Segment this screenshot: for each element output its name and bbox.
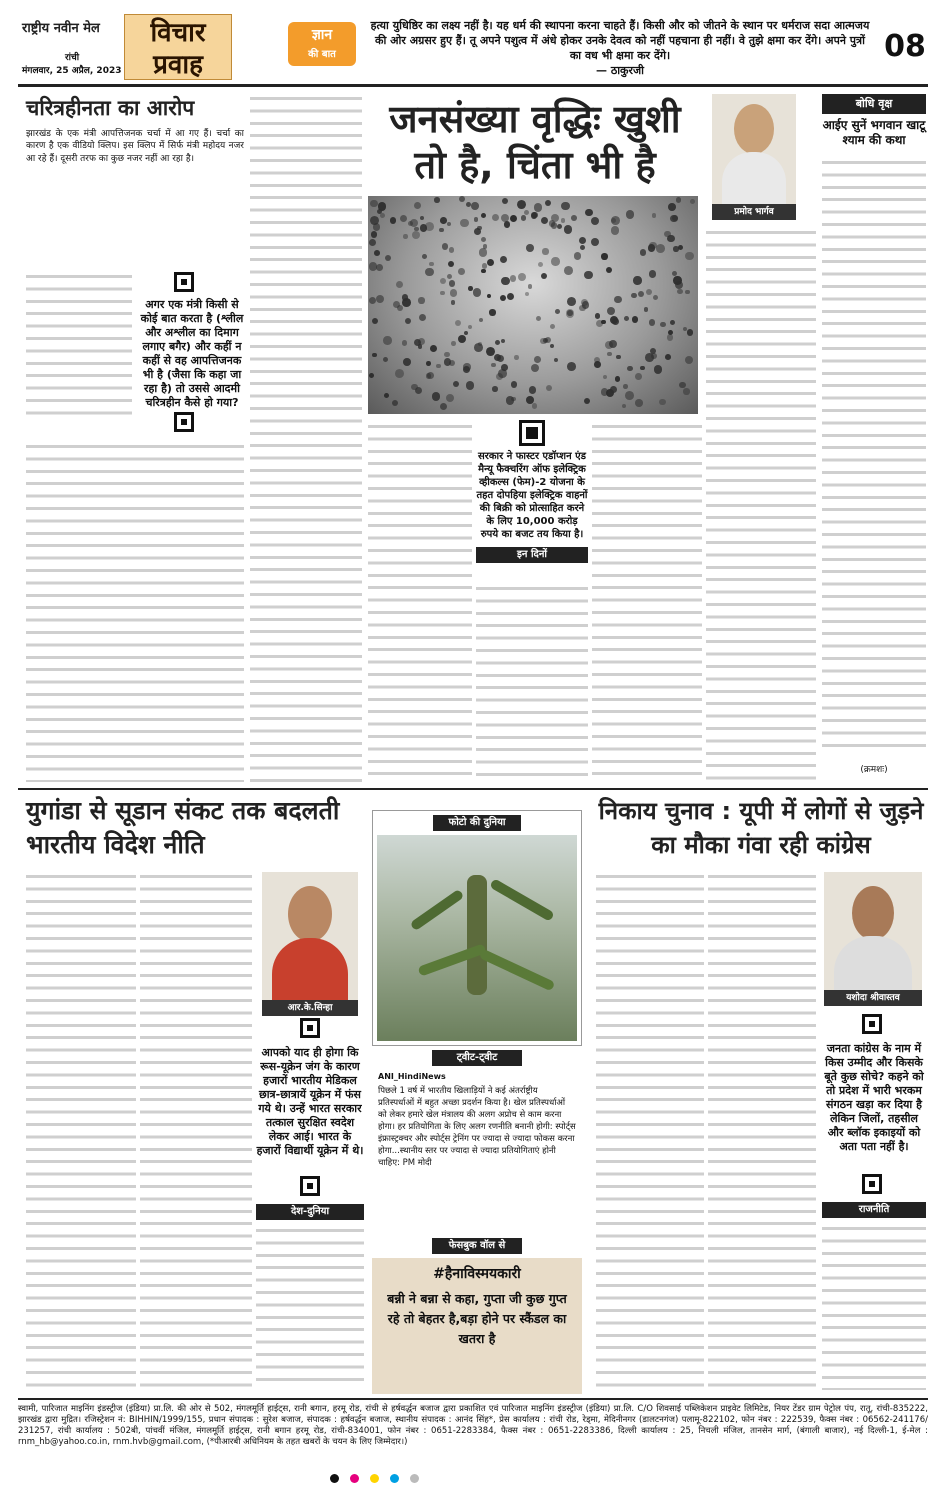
crowd-figure	[525, 292, 529, 296]
crowd-figure	[534, 203, 543, 212]
qr-code-icon	[862, 1174, 882, 1194]
crowd-figure	[504, 221, 511, 228]
crowd-figure	[615, 376, 620, 381]
crowd-figure	[369, 373, 374, 378]
crowd-figure	[468, 286, 473, 291]
crowd-figure	[474, 343, 483, 352]
uganda-article-column	[26, 870, 136, 1390]
crowd-figure	[677, 289, 682, 294]
crowd-figure	[444, 352, 449, 357]
ki-baat-label: की बात	[308, 49, 336, 60]
crowd-figure	[487, 259, 494, 266]
crowd-figure	[459, 196, 465, 202]
uganda-article-heading: युगांडा से सूडान संकट तक बदलती भारतीय विदेश नीति	[26, 796, 340, 859]
crowd-figure	[551, 222, 558, 229]
desh-dunia-tag: देश-दुनिया	[256, 1204, 364, 1220]
crowd-figure	[626, 210, 635, 219]
color-registration-dots	[330, 1468, 610, 1480]
crowd-figure	[474, 217, 479, 222]
crowd-figure	[466, 381, 475, 390]
crowd-figure	[414, 227, 418, 231]
crowd-figure	[685, 252, 694, 261]
section-title-line1: विचार	[150, 18, 206, 48]
crowd-figure	[571, 215, 577, 221]
facebook-wall-tag: फेसबुक वॉल से	[432, 1238, 522, 1254]
crowd-figure	[550, 324, 555, 329]
crowd-figure	[436, 364, 440, 368]
crowd-figure	[455, 320, 461, 326]
crowd-figure	[501, 277, 509, 285]
crowd-figure	[546, 385, 552, 391]
quote-author: — ठाकुरजी	[595, 64, 645, 77]
crowd-figure	[631, 293, 637, 299]
crowd-figure	[551, 214, 559, 222]
crowd-figure	[667, 334, 673, 340]
fb-post-text: बन्नी ने बन्ना से कहा, गुप्ता जी कुछ गुप्त रहे तो बेहतर है,बड़ा होने पर स्कैंडल का खतरा है	[387, 1291, 567, 1346]
rajneeti-tag: राजनीति	[822, 1202, 926, 1218]
crowd-figure	[660, 322, 666, 328]
crowd-figure	[611, 226, 620, 235]
crowd-figure	[649, 270, 657, 278]
crowd-figure	[464, 331, 469, 336]
info-box-text: सरकार ने फास्टर एडॉप्शन एंड मैन्यू फैक्चरिंग ऑफ इलेक्ट्रिक व्हीकल्स (फेम)-2 योजना के तहत दोपहिया इलेक्ट्रिक वाहनों की बिक्री को प्रोत्साहित करने के लिए 10,000 करोड़ रुपये का बजट तय किया है।	[476, 451, 588, 540]
crowd-figure	[481, 237, 486, 242]
crowd-figure	[412, 231, 420, 239]
crowd-figure	[594, 357, 600, 363]
tweet-tag: ट्वीट-ट्वीट	[432, 1050, 522, 1066]
crowd-figure	[524, 210, 529, 215]
photo-ki-duniya-tag: फोटो की दुनिया	[433, 815, 521, 831]
crowd-figure	[376, 295, 384, 303]
crowd-figure	[491, 363, 496, 368]
gyan-ki-baat-badge	[288, 22, 356, 66]
crowd-figure	[463, 366, 470, 373]
crowd-figure	[447, 274, 452, 279]
crowd-figure	[489, 309, 495, 315]
crowd-figure	[369, 239, 376, 246]
nikay-pullquote: जनता कांग्रेस के नाम में किस उम्मीद और किसके बूते कुछ सोचे? कहने को तो प्रदेश में भारी भरकम संगठन खड़ा कर दिया है लेकिन जिलों, तहसील और ब्लॉक इकाइयों को अता पता नहीं है।	[824, 1042, 924, 1153]
crowd-figure	[383, 357, 388, 362]
crowd-figure	[501, 214, 509, 222]
crowd-figure	[440, 278, 446, 284]
crowd-figure	[501, 339, 505, 343]
crowd-figure	[561, 202, 569, 210]
crowd-figure	[623, 384, 628, 389]
crowd-figure	[425, 268, 433, 276]
crowd-figure	[614, 296, 621, 303]
crowd-figure	[521, 215, 526, 220]
editorial-body-column	[26, 270, 132, 420]
crowd-figure	[402, 294, 408, 300]
crowd-figure	[529, 386, 536, 393]
bodhi-vriksh-continued: (क्रमशः)	[860, 765, 888, 775]
uganda-article-column	[256, 1224, 364, 1390]
editorial-column-intro	[26, 128, 244, 268]
crowd-figure	[644, 307, 649, 312]
crowd-figure	[635, 399, 643, 407]
crowd-figure	[403, 234, 407, 238]
crowd-figure	[458, 268, 465, 275]
crowd-figure	[574, 252, 582, 260]
crowd-figure	[526, 244, 534, 252]
crowd-figure	[584, 271, 592, 279]
crowd-figure	[397, 305, 403, 311]
main-article-column	[706, 226, 816, 782]
crowd-figure	[683, 388, 689, 394]
crowd-figure	[405, 318, 411, 324]
crowd-figure	[422, 254, 427, 259]
qr-code-icon	[862, 1014, 882, 1034]
crowd-figure	[605, 341, 613, 349]
crowd-figure	[451, 341, 456, 346]
crowd-figure	[434, 197, 439, 202]
crowd-figure	[444, 358, 451, 365]
crowd-figure	[400, 215, 407, 222]
crowd-figure	[528, 284, 533, 289]
crowd-figure	[371, 231, 377, 237]
crowd-figure	[678, 245, 683, 250]
crowd-figure	[683, 327, 687, 331]
facebook-post-card	[372, 1258, 582, 1394]
in-dino-tag: इन दिनों	[476, 547, 588, 563]
author-caption: आर.के.सिन्हा	[262, 1000, 358, 1016]
crowd-figure	[635, 373, 642, 380]
crowd-figure	[536, 316, 541, 321]
date-label: मंगलवार, 25 अप्रैल, 2023	[22, 66, 122, 76]
crowd-figure	[482, 263, 487, 268]
crowd-figure	[675, 281, 683, 289]
crowd-figure	[487, 294, 491, 298]
crowd-figure	[479, 248, 487, 256]
crowd-figure	[473, 288, 482, 297]
crowd-figure	[550, 344, 554, 348]
crowd-figure	[541, 273, 547, 279]
gyan-label: ज्ञान	[311, 27, 333, 43]
crowd-figure	[584, 398, 590, 404]
crowd-figure	[625, 391, 634, 400]
crowd-figure	[624, 316, 629, 321]
crowd-figure	[667, 235, 674, 242]
crowd-figure	[481, 213, 487, 219]
crowd-figure	[510, 215, 517, 222]
crowd-figure	[426, 361, 431, 366]
crowd-figure	[531, 364, 539, 372]
section-title	[124, 14, 232, 80]
crowd-figure	[580, 245, 585, 250]
crowd-figure	[606, 267, 612, 273]
crowd-figure	[446, 394, 454, 402]
header-rule	[18, 84, 928, 87]
crowd-figure	[492, 214, 499, 221]
city-label: रांची	[64, 53, 80, 63]
nikay-article-heading: निकाय चुनाव : यूपी में लोगों से जुड़ने का मौका गंवा रही कांग्रेस	[598, 797, 924, 859]
crowd-figure	[561, 218, 566, 223]
bodhi-vriksh-title: आईए सुनें भगवान खाटू श्याम की कथा	[822, 118, 926, 147]
editorial-body-column	[250, 92, 362, 782]
registration-dot	[350, 1474, 359, 1483]
crowd-figure	[668, 203, 676, 211]
crowd-figure	[507, 293, 514, 300]
crowd-figure	[425, 222, 434, 231]
main-article-column	[592, 420, 702, 782]
crowd-figure	[440, 403, 447, 410]
crowd-figure	[383, 336, 391, 344]
photo-ki-duniya-box	[372, 810, 582, 1046]
population-crowd-image	[368, 196, 698, 414]
crowd-figure	[601, 253, 607, 259]
crowd-figure	[498, 369, 507, 378]
crowd-figure	[564, 266, 573, 275]
crowd-figure	[649, 242, 656, 249]
crowd-figure	[672, 271, 677, 276]
crowd-figure	[585, 209, 593, 217]
crowd-figure	[607, 307, 615, 315]
registration-dot	[330, 1474, 339, 1483]
crowd-figure	[479, 318, 483, 322]
crowd-figure	[640, 249, 647, 256]
crowd-figure	[420, 216, 424, 220]
crowd-figure	[633, 276, 641, 284]
crowd-figure	[649, 319, 655, 325]
crowd-figure	[616, 355, 621, 360]
crowd-figure	[670, 215, 677, 222]
bodhi-vriksh-body	[822, 156, 926, 756]
crowd-figure	[665, 354, 671, 360]
quote-of-day	[370, 18, 870, 78]
crowd-figure	[514, 355, 519, 360]
crowd-figure	[426, 373, 431, 378]
page-number: 08	[884, 29, 926, 64]
section-title-line2: प्रवाह	[153, 50, 203, 80]
section-divider	[18, 788, 928, 790]
crowd-figure	[676, 197, 681, 202]
crowd-figure	[582, 301, 590, 309]
tweet-handle: ANI_HindiNews	[378, 1072, 446, 1081]
crowd-figure	[440, 217, 447, 224]
crowd-figure	[538, 262, 543, 267]
author-photo-rk-sinha	[262, 872, 358, 1012]
crowd-figure	[659, 399, 666, 406]
crowd-figure	[627, 366, 632, 371]
crowd-figure	[395, 369, 404, 378]
crowd-figure	[449, 280, 455, 286]
crowd-figure	[532, 403, 537, 408]
crowd-figure	[471, 202, 479, 210]
crowd-figure	[410, 219, 418, 227]
crowd-figure	[606, 389, 614, 397]
crowd-figure	[652, 213, 656, 217]
main-article-column	[476, 582, 588, 782]
crowd-figure	[369, 297, 376, 304]
crowd-figure	[579, 237, 586, 244]
crowd-figure	[453, 381, 460, 388]
crowd-figure	[612, 318, 619, 325]
crowd-figure	[607, 352, 611, 356]
crowd-figure	[687, 329, 694, 336]
crowd-figure	[690, 199, 695, 204]
crowd-figure	[506, 396, 515, 405]
crowd-figure	[385, 255, 391, 261]
crowd-figure	[429, 262, 434, 267]
crowd-figure	[511, 381, 518, 388]
crowd-figure	[495, 340, 500, 345]
editorial-pullquote: अगर एक मंत्री किसी से कोई बात करता है (श्लील और अश्लील का दिमाग लगाए बगैर) और कहीं न कहीं से वह आपत्तिजनक भी है (जैसा कि कहा जा रहा है) तो उससे आदमी चरित्रहीन कैसे हो गया?	[140, 298, 244, 409]
crowd-figure	[500, 256, 507, 263]
quote-text: हत्या युधिष्ठिर का लक्ष्य नहीं है। यह धर्म की स्थापना करना चाहते हैं। किसी और को जीतने के स्थान पर धर्मराज सदा आत्मजय की ओर अग्रसर हुए हैं। तू अपने पशुत्व में अंधे होकर उनके देवत्व को नहीं पहचाना ही नहीं। वे तुझे क्षमा कर देंगे। अपने पुत्रों का वध भी क्षमा कर देंगे।	[370, 19, 870, 62]
crowd-figure	[372, 318, 378, 324]
registration-dot	[370, 1474, 379, 1483]
crowd-figure	[370, 200, 377, 207]
author-caption: यशोदा श्रीवास्तव	[824, 990, 922, 1006]
crowd-figure	[564, 225, 572, 233]
crowd-figure	[510, 275, 516, 281]
crowd-figure	[442, 243, 448, 249]
nikay-article-column	[822, 1222, 926, 1390]
crowd-figure	[541, 217, 549, 225]
crowd-figure	[418, 297, 424, 303]
crowd-figure	[440, 291, 445, 296]
crowd-figure	[603, 375, 608, 380]
crowd-figure	[403, 358, 411, 366]
bodhi-vriksh-tag: बोधि वृक्ष	[822, 94, 926, 114]
crowd-figure	[518, 273, 526, 281]
author-photo-pramod	[712, 94, 796, 214]
issue-meta	[22, 50, 122, 76]
crowd-figure	[378, 202, 386, 210]
crowd-figure	[554, 358, 558, 362]
crowd-figure	[517, 200, 526, 209]
crowd-figure	[500, 295, 506, 301]
crowd-figure	[685, 290, 690, 295]
crowd-figure	[640, 366, 645, 371]
crowd-figure	[492, 386, 498, 392]
author-photo-yashoda	[824, 872, 922, 998]
nikay-article-column	[596, 870, 704, 1390]
crowd-figure	[654, 365, 662, 373]
editorial-body-column	[26, 440, 244, 782]
tweet-text: पिछले 1 वर्ष में भारतीय खिलाड़ियों ने कई अंतर्राष्ट्रीय प्रतिस्पर्धाओं में बहुत अच्छा प्रदर्शन किया है। खेल प्रतिस्पर्धाओं को लेकर हमारे खेल मंत्रालय की अलग अप्रोच से काम करना होगा। हर प्रतियोगिता के लिए अलग रणनीति बनानी होगी: स्पोर्ट्स इंफ्रास्ट्रक्चर और स्पोर्ट्स ट्रेनिंग पर ज्यादा से ज्यादा फोकस करना होगा...स्थानीय स्तर पर ज्यादा से ज्यादा प्रतियोगिताएं होनी चाहिए: PM मोदी	[378, 1086, 576, 1168]
editorial-opening: झारखंड के एक मंत्री आपत्तिजनक चर्चा में आ गए हैं। चर्चा का कारण है एक वीडियो क्लिप। इस क्लिप में सिर्फ मंत्री महोदय नजर आ रहे हैं। दूसरी तरफ का कुछ नजर नहीं आ रहा है।	[26, 129, 244, 164]
crowd-figure	[638, 291, 644, 297]
crowd-figure	[370, 216, 379, 225]
crowd-figure	[411, 384, 418, 391]
qr-code-icon	[174, 412, 194, 432]
qr-code-icon	[519, 420, 545, 446]
crowd-figure	[372, 353, 377, 358]
crowd-figure	[534, 356, 541, 363]
paper-logo: राष्ट्रीय नवीन मेल	[22, 21, 100, 36]
crowd-figure	[451, 300, 455, 304]
author-caption: प्रमोद भार्गव	[712, 204, 796, 220]
crowd-figure	[419, 314, 426, 321]
imprint-footer: स्वामी, पारिजात माइनिंग इंडस्ट्रीज (इंडिया) प्रा.लि. की ओर से 502, मंगलमूर्ति हाईट्स, रानी बगान, हरमू रोड, रांची से हर्षवर्द्धन बजाज द्वारा प्रकाशित एवं पारिजात माइनिंग इंडस्ट्रीज (इंडिया) प्रा.लि. C/O शिवसाई पब्लिकेशन प्राइवेट लिमिटेड, नियर टेंडर ग्राम पेट्रोल पंप, रातू, रांची-835222, झारखंड द्वारा मुद्रित। रजिस्ट्रेशन नं: BIHHIN/1999/155, प्रधान संपादक : सुरेश बजाज, संपादक : हर्षवर्द्धन बजाज, स्थानीय संपादक : आनंद सिंह*, प्रेस कार्यालय : रांची रोड, रेड्मा, मेदिनीनगर (डालटनगंज) पलामू-822102, फोन नंबर : 222539, फैक्स नंबर : 06562-241176/ 231257, रांची कार्यालय : 502बी, पांचवीं मंजिल, मंगलमूर्ति हाईट्स, रानी बगान हरमू रोड, रांची-834001, फोन नंबर : 0651-2283384, फैक्स नंबर : 0651-2283386, दिल्ली कार्यालय : 25, निचली मंजिल, तानसेन मार्ग, (बंगाली बाजार), नई दिल्ली-1, ई-मेल : rnm_hb@yahoo.co.in, rnm.hvb@gmail.com, (*पीआरबी अधिनियम के तहत खबरों के चयन के लिए जिम्मेदार।)	[18, 1398, 928, 1454]
crowd-figure	[450, 289, 457, 296]
crowd-figure	[374, 250, 380, 256]
plant-photo	[377, 835, 577, 1041]
crowd-figure	[591, 238, 599, 246]
crowd-figure	[384, 393, 389, 398]
crowd-figure	[449, 247, 455, 253]
crowd-figure	[555, 309, 560, 314]
main-article-heading: जनसंख्या वृद्धिः खुशी तो है, चिंता भी है	[389, 97, 681, 187]
crowd-figure	[596, 320, 603, 327]
editorial-heading: चरित्रहीनता का आरोप	[26, 96, 195, 120]
crowd-figure	[390, 217, 396, 223]
qr-code-icon	[174, 272, 194, 292]
crowd-figure	[542, 248, 548, 254]
crowd-figure	[567, 310, 572, 315]
crowd-figure	[567, 297, 576, 306]
crowd-figure	[595, 313, 601, 319]
nikay-article-column	[708, 870, 816, 1390]
crowd-figure	[447, 222, 451, 226]
crowd-figure	[430, 345, 437, 352]
crowd-figure	[392, 400, 398, 406]
crowd-figure	[670, 320, 675, 325]
crowd-figure	[532, 212, 538, 218]
crowd-figure	[622, 404, 626, 408]
crowd-figure	[656, 244, 665, 253]
crowd-figure	[460, 219, 469, 228]
qr-code-icon	[300, 1176, 320, 1196]
crowd-figure	[567, 362, 576, 371]
crowd-figure	[414, 202, 421, 209]
crowd-figure	[448, 261, 454, 267]
crowd-figure	[380, 213, 385, 218]
registration-dot	[410, 1474, 419, 1483]
crowd-figure	[396, 281, 403, 288]
in-dino-box	[476, 420, 588, 563]
crowd-figure	[545, 200, 551, 206]
crowd-figure	[557, 224, 562, 229]
crowd-figure	[646, 289, 652, 295]
crowd-figure	[402, 340, 408, 346]
crowd-figure	[685, 356, 693, 364]
crowd-figure	[651, 353, 657, 359]
crowd-figure	[653, 295, 658, 300]
crowd-figure	[632, 316, 638, 322]
uganda-pullquote: आपको याद ही होगा कि रूस-यूक्रेन जंग के कारण हजारों भारतीय मेडिकल छात्र-छात्रायें यूक्रेन में फंस गये थे। उन्हें भारत सरकार तत्काल सुरक्षित स्वदेश लेकर आई। भारत के हजारों विद्यार्थी यूक्रेन में थे।	[256, 1046, 364, 1157]
crowd-figure	[458, 335, 466, 343]
crowd-figure	[468, 325, 472, 329]
crowd-figure	[591, 217, 599, 225]
crowd-figure	[481, 269, 485, 273]
registration-dot	[390, 1474, 399, 1483]
fb-hashtag: #हैनाविस्मयकारी	[433, 1266, 521, 1282]
uganda-article-column	[140, 870, 252, 1390]
crowd-figure	[502, 198, 508, 204]
crowd-figure	[432, 392, 441, 401]
main-article-column	[368, 420, 472, 782]
crowd-figure	[551, 257, 559, 265]
qr-code-icon	[300, 1018, 320, 1038]
crowd-figure	[439, 228, 443, 232]
